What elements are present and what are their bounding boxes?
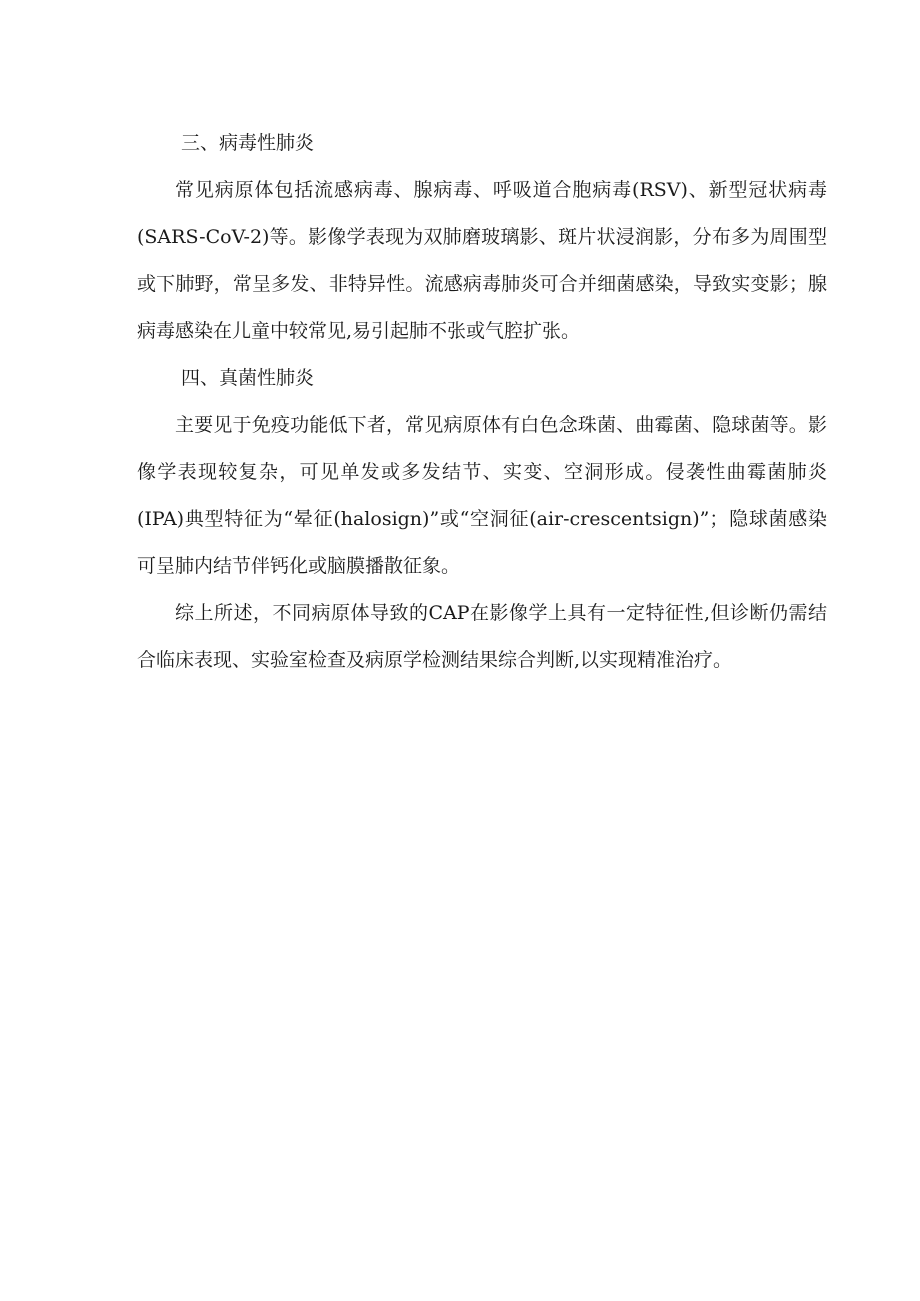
document-body (137, 120, 827, 684)
section-heading-viral-pneumonia: 三、病毒性肺炎 (181, 132, 315, 154)
paragraph-conclusion: 综上所述，不同病原体导致的CAP在影像学上具有一定特征性,但诊断仍需结合临床表现、实验室检查及病原学检测结果综合判断,以实现精准治疗。 (137, 602, 827, 671)
paragraph-viral-pneumonia: 常见病原体包括流感病毒、腺病毒、呼吸道合胞病毒(RSV)、新型冠状病毒(SARS-CoV-2)等。影像学表现为双肺磨玻璃影、斑片状浸润影，分布多为周围型或下肺野，常呈多发、非特异性。流感病毒肺炎可合并细菌感染，导致实变影；腺病毒感染在儿童中较常见,易引起肺不张或气腔扩张。 (137, 179, 827, 342)
paragraph-fungal-pneumonia: 主要见于免疫功能低下者，常见病原体有白色念珠菌、曲霉菌、隐球菌等。影像学表现较复杂，可见单发或多发结节、实变、空洞形成。侵袭性曲霉菌肺炎(IPA)典型特征为“晕征(halosign)”或“空洞征(air-crescentsign)”；隐球菌感染可呈肺内结节伴钙化或脑膜播散征象。 (137, 414, 827, 577)
section-heading-fungal-pneumonia: 四、真菌性肺炎 (181, 367, 315, 389)
